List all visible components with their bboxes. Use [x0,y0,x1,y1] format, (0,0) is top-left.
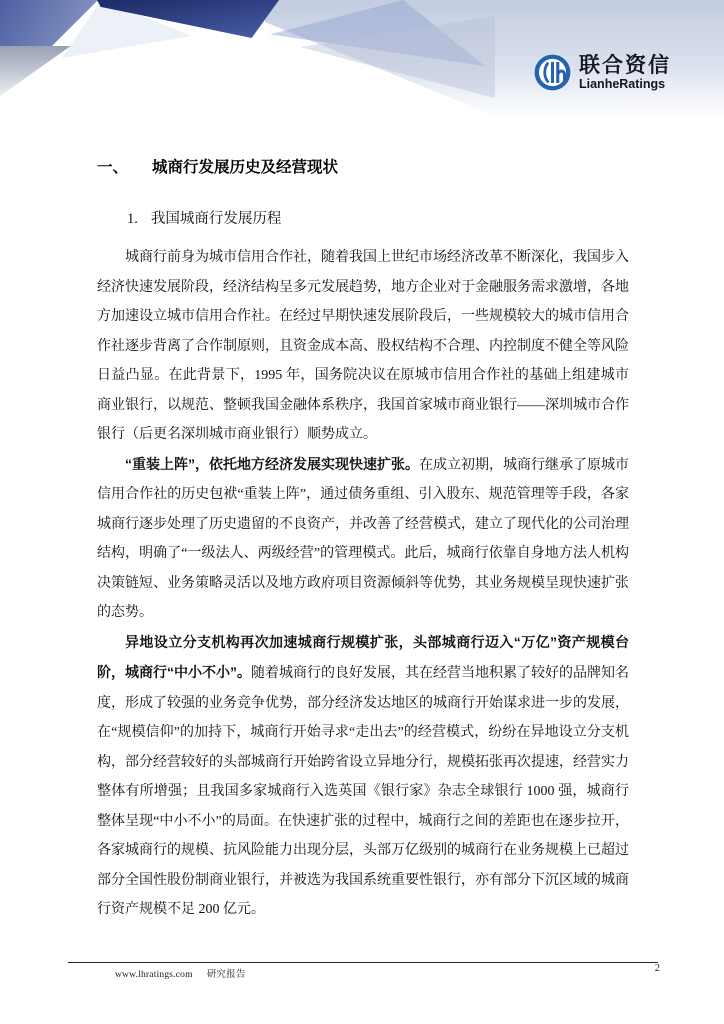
section-title: 城商行发展历史及经营现状 [152,159,339,176]
paragraph-1-text: 城商行前身为城市信用合作社，随着我国上世纪市场经济改革不断深化，我国步入经济快速发展阶段，经济结构呈多元发展趋势，地方企业对于金融服务需求激增，各地方加速设立城市信用合作社。在经过早期快速发展阶段后，一些规模较大的城市信用合作社逐步背离了合作制原则，且资金成本高、股权结构不合理、内控制度不健全等风险日益凸显。在此背景下，1995 年，国务院决议在原城市信用合作社的基础上组建城市商业银行，以规范、整顿我国金融体系秩序，我国首家城市商业银行——深圳城市合作银行（后更名深圳城市商业银行）顺势成立。 [97,250,629,442]
paragraph-3-lead: 异地设立分支机构再次加速城商行规模扩张，头部城商行迈入“万亿”资产规模台阶，城商行“中小不小”。 [97,633,629,680]
footer-website: www.lhratings.com [115,970,193,980]
footer-divider [68,962,658,963]
paragraph-3 [97,628,629,925]
brand-logo [534,54,671,91]
section-number: 一、 [97,159,129,176]
brand-name-cn: 联合资信 [579,53,671,77]
paragraph-2-text: 在成立初期，城商行继承了原城市信用合作社的历史包袱“重装上阵”，通过债务重组、引入股东、规范管理等手段，各家城商行逐步处理了历史遗留的不良资产，并改善了经营模式，建立了现代化的公司治理结构，明确了“一级法人、两级经营”的管理模式。此后，城商行依靠自身地方法人机构决策链短、业务策略灵活以及地方政府项目资源倾斜等优势，其业务规模呈现快速扩张的态势。 [97,457,629,620]
header-corner-gray-triangle [0,46,76,96]
footer-report-type: 研究报告 [206,970,246,980]
paragraph-2-lead: “重装上阵”，依托地方经济发展实现快速扩张。 [125,455,419,472]
brand-name-en: LianheRatings [579,76,666,91]
paragraph-1 [97,242,629,450]
document-body [97,158,629,925]
brand-name-block [579,55,671,91]
subsection-heading [97,209,629,229]
section-heading [97,158,629,178]
subsection-title: 我国城商行发展历程 [150,211,282,227]
paragraph-2 [97,450,629,628]
lianhe-logo-icon [534,54,571,91]
subsection-number: 1. [127,211,138,227]
footer-info [115,966,246,980]
page-number: 2 [654,963,660,974]
page-header-decoration [0,0,724,140]
paragraph-3-text: 随着城商行的良好发展，其在经营当地积累了较好的品牌知名度，形成了较强的业务竞争优势，部分经济发达地区的城商行开始谋求进一步的发展，在“规模信仰”的加持下，城商行开始寻求“走出去”的经营模式，纷纷在异地设立分支机构，部分经营较好的头部城商行开始跨省设立异地分行，规模拓张再次提速，经营实力整体有所增强；且我国多家城商行入选英国《银行家》杂志全球银行 1000 强，城商行整体呈现“中小不小”的局面。在快速扩张的过程中，城商行之间的差距也在逐步拉开，各家城商行的规模、抗风险能力出现分层，头部万亿级别的城商行在业务规模上已超过部分全国性股份制商业银行，并被选为我国系统重要性银行，亦有部分下沉区域的城商行资产规模不足 200 亿元。 [97,666,629,917]
